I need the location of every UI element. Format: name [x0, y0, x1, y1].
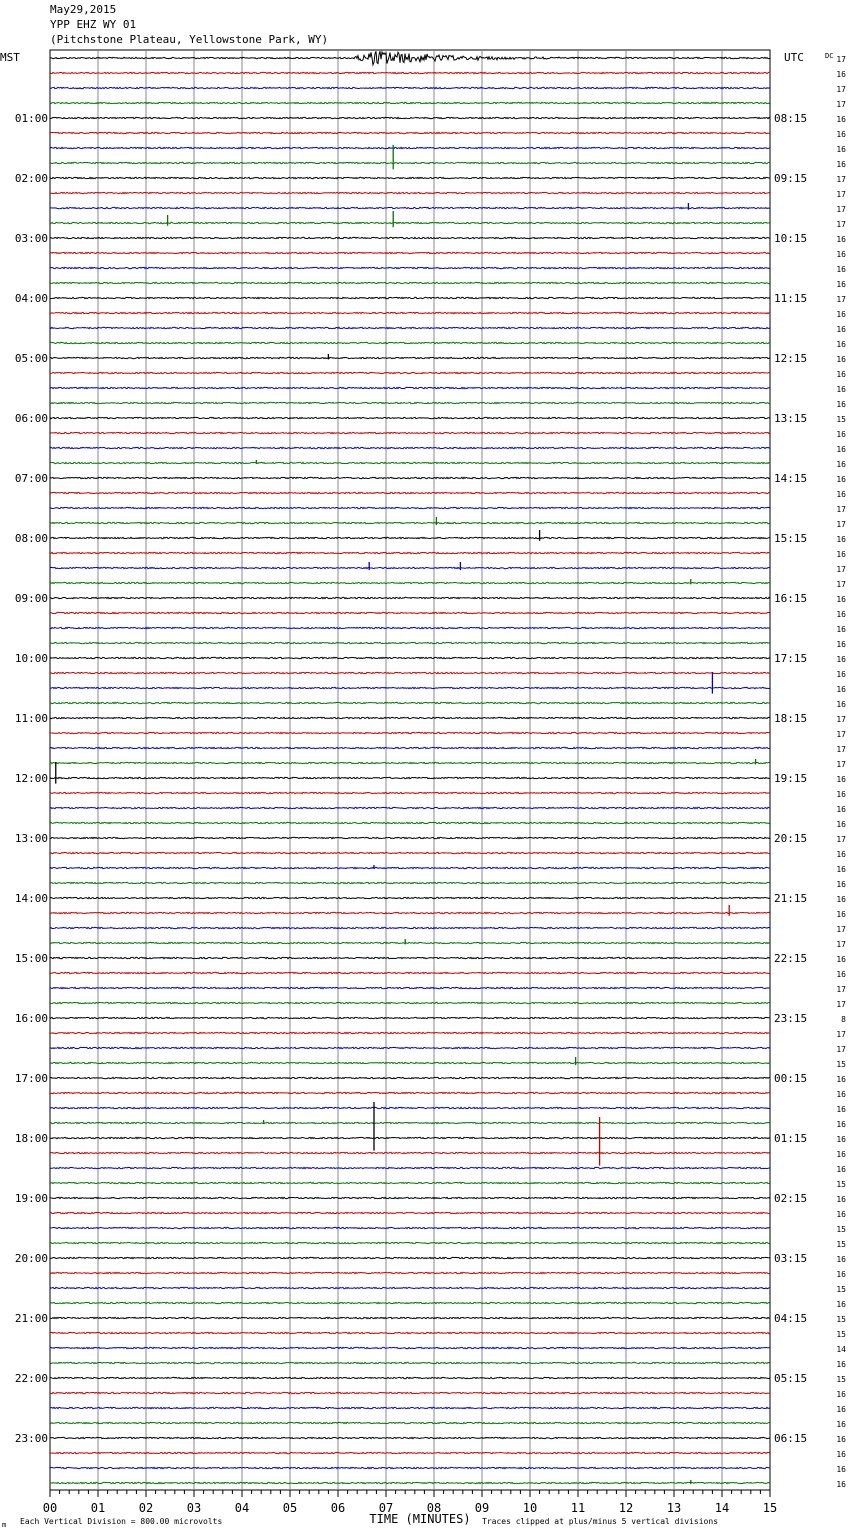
right-hour-label: 20:15	[774, 832, 808, 845]
right-hour-label: 08:15	[774, 112, 808, 125]
trace-line	[50, 87, 770, 88]
trace-line	[50, 987, 770, 988]
dc-value: 16	[836, 445, 846, 454]
trace-line	[50, 837, 770, 838]
trace-line	[50, 927, 770, 928]
trace-line	[50, 1362, 770, 1363]
dc-value: 17	[836, 760, 846, 769]
left-hour-label: 10:00	[14, 652, 48, 665]
left-hour-label: 20:00	[14, 1252, 48, 1265]
trace-line	[50, 387, 770, 388]
trace-line	[50, 1317, 770, 1318]
trace-line	[50, 1257, 770, 1258]
dc-value: 15	[836, 1060, 846, 1069]
left-zone-label: MST	[0, 51, 20, 64]
header-location: (Pitchstone Plateau, Yellowstone Park, WY)	[50, 33, 329, 46]
x-tick-label: 09	[474, 1501, 490, 1515]
trace-line	[50, 72, 770, 73]
trace-line	[50, 1107, 770, 1108]
dc-value: 16	[836, 1165, 846, 1174]
trace-line	[50, 642, 770, 643]
trace-line	[50, 1182, 770, 1183]
x-tick-label: 04	[234, 1501, 250, 1515]
left-hour-label: 01:00	[14, 112, 48, 125]
trace-line	[50, 297, 770, 298]
dc-value: 16	[836, 370, 846, 379]
dc-value: 16	[836, 250, 846, 259]
trace-line	[50, 672, 770, 673]
left-hour-label: 16:00	[14, 1012, 48, 1025]
trace-line	[50, 1392, 770, 1393]
dc-value: 16	[836, 535, 846, 544]
left-hour-label: 18:00	[14, 1132, 48, 1145]
dc-value: 15	[836, 1315, 846, 1324]
dc-value: 16	[836, 1210, 846, 1219]
trace-line	[50, 627, 770, 628]
dc-value: 16	[836, 400, 846, 409]
dc-value: 16	[836, 1480, 846, 1489]
trace-line	[50, 1017, 770, 1018]
dc-value: 17	[836, 925, 846, 934]
left-hour-label: 06:00	[14, 412, 48, 425]
x-tick-label: 12	[618, 1501, 634, 1515]
right-hour-label: 21:15	[774, 892, 808, 905]
trace-line	[50, 762, 770, 763]
dc-value: 15	[836, 1225, 846, 1234]
trace-line	[50, 912, 770, 913]
dc-value: 16	[836, 130, 846, 139]
left-hour-label: 14:00	[14, 892, 48, 905]
dc-value: 14	[836, 1345, 846, 1354]
dc-value: 17	[836, 565, 846, 574]
right-hour-label: 00:15	[774, 1072, 808, 1085]
dc-value: 16	[836, 820, 846, 829]
dc-value: 16	[836, 610, 846, 619]
right-hour-label: 06:15	[774, 1432, 808, 1445]
trace-line	[50, 1287, 770, 1288]
trace-line	[50, 147, 770, 148]
right-hour-label: 02:15	[774, 1192, 808, 1205]
right-hour-label: 05:15	[774, 1372, 808, 1385]
trace-line	[50, 567, 770, 568]
dc-value: 17	[836, 85, 846, 94]
dc-value: 16	[836, 1105, 846, 1114]
dc-value: 16	[836, 475, 846, 484]
trace-line	[50, 1032, 770, 1033]
trace-line	[50, 282, 770, 283]
dc-value: 16	[836, 895, 846, 904]
dc-value: 16	[836, 910, 846, 919]
dc-value: 16	[836, 265, 846, 274]
dc-value: 16	[836, 310, 846, 319]
trace-line	[50, 117, 770, 118]
dc-value: 16	[836, 280, 846, 289]
dc-value: 17	[836, 1000, 846, 1009]
dc-value: 16	[836, 1255, 846, 1264]
trace-line	[50, 192, 770, 193]
dc-value: 17	[836, 205, 846, 214]
dc-value: 16	[836, 235, 846, 244]
dc-value: 16	[836, 1390, 846, 1399]
trace-line	[50, 507, 770, 508]
plot-frame	[50, 50, 770, 1490]
dc-value: 16	[836, 865, 846, 874]
left-hour-label: 11:00	[14, 712, 48, 725]
trace-line	[50, 1077, 770, 1078]
dc-value: 16	[836, 340, 846, 349]
trace-line	[50, 1137, 770, 1138]
trace-line	[50, 1122, 770, 1123]
right-hour-label: 11:15	[774, 292, 808, 305]
dc-value: 16	[836, 550, 846, 559]
x-tick-label: 15	[762, 1501, 778, 1515]
dc-value: 16	[836, 1075, 846, 1084]
right-hour-label: 04:15	[774, 1312, 808, 1325]
dc-value: 16	[836, 970, 846, 979]
dc-value: 16	[836, 805, 846, 814]
dc-value: 15	[836, 1180, 846, 1189]
trace-line	[50, 462, 770, 463]
right-hour-label: 09:15	[774, 172, 808, 185]
trace-line	[50, 477, 770, 478]
dc-value: 16	[836, 1450, 846, 1459]
trace-line	[50, 102, 770, 103]
trace-line	[50, 732, 770, 733]
trace-line	[50, 1227, 770, 1228]
dc-value: 16	[836, 1135, 846, 1144]
trace-line	[50, 612, 770, 613]
left-hour-label: 23:00	[14, 1432, 48, 1445]
trace-line	[50, 687, 770, 688]
dc-value: 16	[836, 955, 846, 964]
trace-line	[50, 777, 770, 778]
left-hour-label: 08:00	[14, 532, 48, 545]
dc-value: 16	[836, 160, 846, 169]
dc-label: DC	[825, 52, 834, 60]
left-hour-label: 04:00	[14, 292, 48, 305]
trace-line	[50, 1242, 770, 1243]
dc-value: 15	[836, 1330, 846, 1339]
right-hour-label: 22:15	[774, 952, 808, 965]
x-tick-label: 05	[282, 1501, 298, 1515]
dc-value: 16	[836, 1150, 846, 1159]
dc-value: 16	[836, 325, 846, 334]
left-hour-label: 17:00	[14, 1072, 48, 1085]
trace-line	[50, 327, 770, 328]
trace-line	[50, 822, 770, 823]
dc-value: 16	[836, 880, 846, 889]
dc-value: 16	[836, 655, 846, 664]
trace-line	[50, 222, 770, 223]
header-date: May29,2015	[50, 3, 117, 16]
trace-line	[50, 702, 770, 703]
dc-value: 16	[836, 1435, 846, 1444]
dc-value: 17	[836, 1045, 846, 1054]
left-hour-label: 05:00	[14, 352, 48, 365]
trace-line	[50, 162, 770, 163]
trace-line	[50, 897, 770, 898]
dc-value: 16	[836, 1465, 846, 1474]
left-hour-label: 22:00	[14, 1372, 48, 1385]
trace-line	[50, 1047, 770, 1048]
x-tick-label: 00	[42, 1501, 58, 1515]
trace-line	[50, 252, 770, 253]
dc-value: 17	[836, 985, 846, 994]
right-hour-label: 12:15	[774, 352, 808, 365]
trace-line	[50, 207, 770, 208]
trace-line	[50, 1347, 770, 1348]
dc-value: 16	[836, 1090, 846, 1099]
trace-line	[50, 432, 770, 433]
dc-value: 16	[836, 490, 846, 499]
left-hour-label: 15:00	[14, 952, 48, 965]
dc-value: 16	[836, 1405, 846, 1414]
trace-line	[50, 597, 770, 598]
dc-value: 17	[836, 505, 846, 514]
dc-value: 16	[836, 430, 846, 439]
trace-line	[50, 582, 770, 583]
right-hour-label: 17:15	[774, 652, 808, 665]
right-hour-label: 01:15	[774, 1132, 808, 1145]
scale-glyph: m	[2, 1521, 7, 1529]
dc-value: 16	[836, 1420, 846, 1429]
right-hour-label: 13:15	[774, 412, 808, 425]
left-hour-label: 09:00	[14, 592, 48, 605]
right-hour-label: 15:15	[774, 532, 808, 545]
left-hour-label: 12:00	[14, 772, 48, 785]
right-hour-label: 14:15	[774, 472, 808, 485]
trace-line	[50, 51, 770, 65]
dc-value: 17	[836, 715, 846, 724]
trace-line	[50, 402, 770, 403]
dc-value: 17	[836, 220, 846, 229]
dc-value: 17	[836, 1030, 846, 1039]
left-hour-label: 07:00	[14, 472, 48, 485]
dc-value: 16	[836, 595, 846, 604]
trace-line	[50, 792, 770, 793]
dc-value: 16	[836, 355, 846, 364]
trace-line	[50, 1167, 770, 1168]
dc-value: 16	[836, 115, 846, 124]
trace-line	[50, 1407, 770, 1408]
trace-line	[50, 1302, 770, 1303]
left-hour-label: 13:00	[14, 832, 48, 845]
left-hour-label: 21:00	[14, 1312, 48, 1325]
dc-value: 16	[836, 790, 846, 799]
trace-line	[50, 1092, 770, 1093]
x-tick-label: 01	[90, 1501, 106, 1515]
trace-line	[50, 1437, 770, 1438]
trace-line	[50, 537, 770, 538]
x-tick-label: 14	[714, 1501, 730, 1515]
dc-value: 16	[836, 145, 846, 154]
trace-line	[50, 852, 770, 853]
dc-value: 17	[836, 835, 846, 844]
clip-note: Traces clipped at plus/minus 5 vertical divisions	[482, 1517, 719, 1526]
dc-value: 16	[836, 685, 846, 694]
left-hour-label: 03:00	[14, 232, 48, 245]
dc-value: 17	[836, 175, 846, 184]
trace-line	[50, 972, 770, 973]
dc-value: 17	[836, 55, 846, 64]
trace-line	[50, 807, 770, 808]
trace-line	[50, 1002, 770, 1003]
dc-value: 16	[836, 625, 846, 634]
trace-line	[50, 1377, 770, 1378]
trace-line	[50, 132, 770, 133]
x-tick-label: 10	[522, 1501, 538, 1515]
trace-line	[50, 957, 770, 958]
trace-line	[50, 552, 770, 553]
dc-value: 16	[836, 670, 846, 679]
dc-value: 16	[836, 70, 846, 79]
right-hour-label: 16:15	[774, 592, 808, 605]
header-station: YPP EHZ WY 01	[50, 18, 137, 31]
trace-line	[50, 1197, 770, 1198]
dc-value: 17	[836, 295, 846, 304]
right-hour-label: 23:15	[774, 1012, 808, 1025]
trace-line	[50, 342, 770, 343]
dc-value: 16	[836, 1270, 846, 1279]
dc-value: 17	[836, 100, 846, 109]
dc-value: 17	[836, 745, 846, 754]
right-hour-label: 19:15	[774, 772, 808, 785]
dc-value: 17	[836, 580, 846, 589]
trace-line	[50, 1482, 770, 1483]
dc-value: 16	[836, 460, 846, 469]
dc-value: 17	[836, 190, 846, 199]
trace-line	[50, 177, 770, 178]
x-tick-label: 07	[378, 1501, 394, 1515]
x-tick-label: 06	[330, 1501, 346, 1515]
trace-line	[50, 492, 770, 493]
dc-value: 15	[836, 415, 846, 424]
right-zone-label: UTC	[784, 51, 804, 64]
x-tick-label: 08	[426, 1501, 442, 1515]
trace-line	[50, 1422, 770, 1423]
trace-line	[50, 717, 770, 718]
trace-line	[50, 1452, 770, 1453]
right-hour-label: 10:15	[774, 232, 808, 245]
trace-line	[50, 1212, 770, 1213]
trace-line	[50, 1467, 770, 1468]
trace-line	[50, 1062, 770, 1063]
trace-line	[50, 747, 770, 748]
right-hour-label: 18:15	[774, 712, 808, 725]
trace-line	[50, 447, 770, 448]
dc-value: 16	[836, 385, 846, 394]
dc-value: 8	[841, 1015, 846, 1024]
dc-value: 16	[836, 775, 846, 784]
trace-line	[50, 1272, 770, 1273]
dc-value: 16	[836, 1360, 846, 1369]
left-hour-label: 19:00	[14, 1192, 48, 1205]
trace-line	[50, 312, 770, 313]
trace-line	[50, 372, 770, 373]
dc-value: 17	[836, 730, 846, 739]
x-tick-label: 02	[138, 1501, 154, 1515]
trace-line	[50, 1332, 770, 1333]
trace-line	[50, 237, 770, 238]
trace-line	[50, 867, 770, 868]
dc-value: 17	[836, 940, 846, 949]
dc-value: 16	[836, 1300, 846, 1309]
dc-value: 16	[836, 1195, 846, 1204]
x-tick-label: 03	[186, 1501, 202, 1515]
dc-value: 16	[836, 700, 846, 709]
dc-value: 17	[836, 520, 846, 529]
trace-line	[50, 357, 770, 358]
dc-value: 16	[836, 640, 846, 649]
dc-value: 16	[836, 1120, 846, 1129]
trace-line	[50, 1152, 770, 1153]
x-axis-title: TIME (MINUTES)	[369, 1512, 471, 1526]
scale-note: Each Vertical Division = 800.00 microvolts	[20, 1517, 223, 1526]
trace-line	[50, 522, 770, 523]
x-tick-label: 11	[570, 1501, 586, 1515]
trace-line	[50, 942, 770, 943]
dc-value: 15	[836, 1285, 846, 1294]
trace-line	[50, 882, 770, 883]
trace-line	[50, 657, 770, 658]
trace-line	[50, 267, 770, 268]
dc-value: 15	[836, 1240, 846, 1249]
dc-value: 15	[836, 1375, 846, 1384]
right-hour-label: 03:15	[774, 1252, 808, 1265]
left-hour-label: 02:00	[14, 172, 48, 185]
trace-line	[50, 417, 770, 418]
x-tick-label: 13	[666, 1501, 682, 1515]
dc-value: 16	[836, 850, 846, 859]
